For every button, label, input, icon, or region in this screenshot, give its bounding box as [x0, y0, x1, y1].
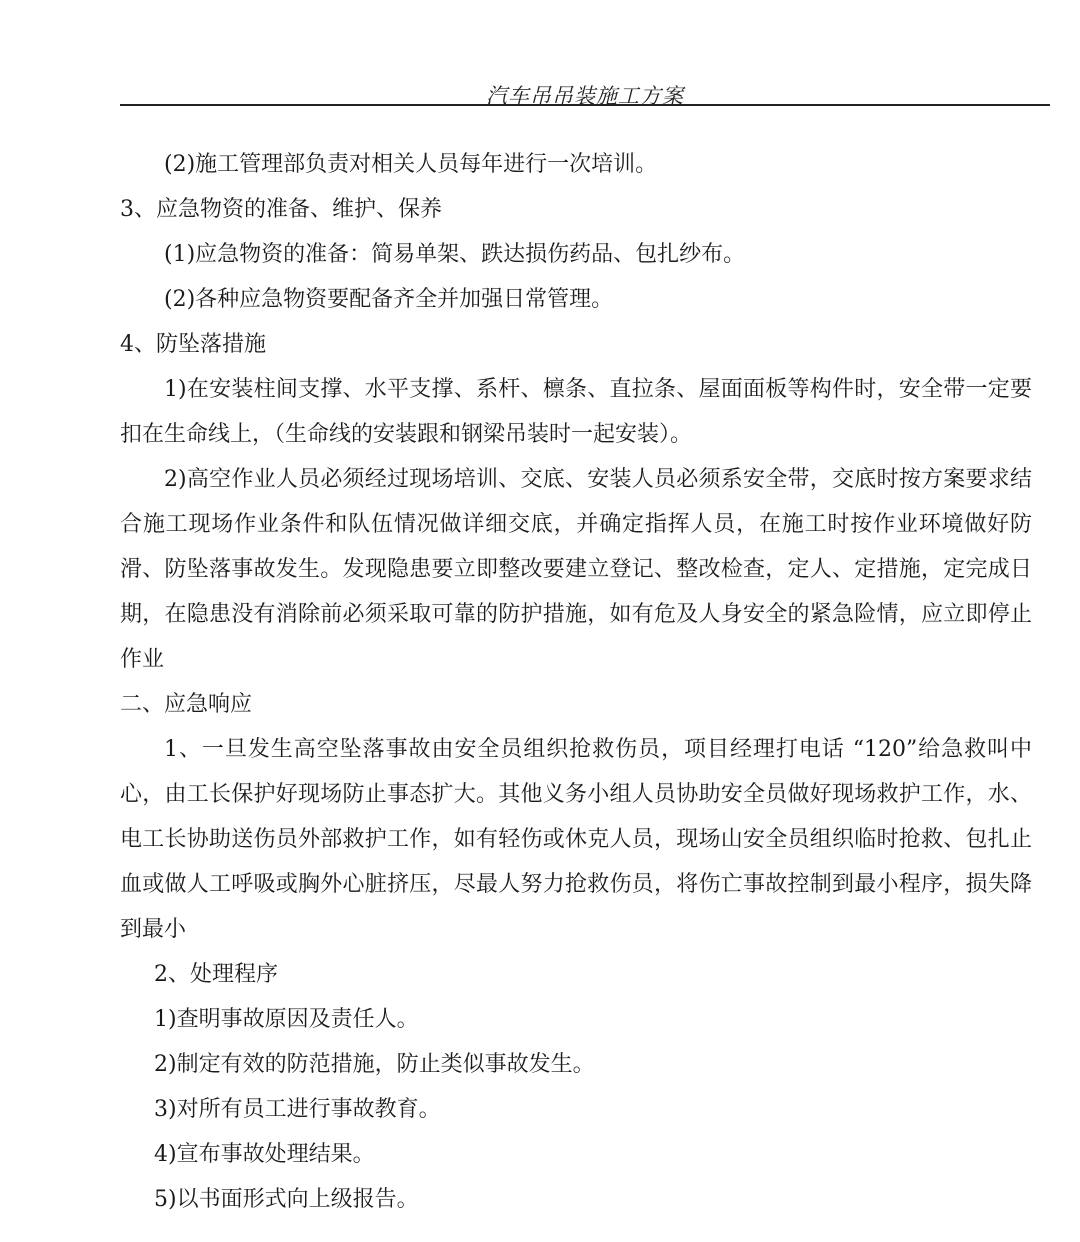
text-line: (1)应急物资的准备：简易单架、跌达损伤药品、包扎纱布。 — [164, 242, 746, 267]
list-item: 4)宣布事故处理结果。 — [154, 1142, 375, 1167]
paragraph: 2)高空作业人员必须经过现场培训、交底、安装人员必须系安全带，交底时按方案要求结合施工现场作业条件和队伍情况做详细交底，并确定指挥人员，在施工时按作业环境做好防滑、防坠落事故发生。发现隐患要立即整改要建立登记、整改检查，定人、定措施，定完成日期，在隐患没有消除前必须采取可靠的防护措施，如有危及人身安全的紧急险情，应立即停止作业 — [120, 467, 1032, 672]
page-header-title: 汽车吊吊装施工方案 — [486, 84, 684, 108]
list-item: 3)对所有员工进行事故教育。 — [154, 1097, 441, 1122]
paragraph: 1、一旦发生高空坠落事故由安全员组织抢救伤员，项目经理打电话 “120”给急救叫中心，由工长保护好现场防止事态扩大。其他义务小组人员协助安全员做好现场救护工作，水、电工长协助送伤员外部救护工作，如有轻伤或休克人员，现场山安全员组织临时抢救、包扎止血或做人工呼吸或胸外心脏挤压，尽最人努力抢救伤员，将伤亡事故控制到最小程序，损失降到最小 — [120, 737, 1032, 942]
section-heading: 3、应急物资的准备、维护、保养 — [120, 197, 442, 222]
text-line: (2)各种应急物资要配备齐全并加强日常管理。 — [164, 287, 614, 312]
list-item: 2)制定有效的防范措施，防止类似事故发生。 — [154, 1052, 595, 1077]
list-item: 1)查明事故原因及责任人。 — [154, 1007, 419, 1032]
section-heading: 二、应急响应 — [120, 692, 253, 717]
text-line: (2)施工管理部负责对相关人员每年进行一次培训。 — [164, 152, 658, 177]
paragraph: 1)在安装柱间支撑、水平支撑、系杆、檩条、直拉条、屋面面板等构件时，安全带一定要扣在生命线上，（生命线的安装跟和钢梁吊装时一起安装）。 — [120, 377, 1032, 447]
list-item: 5)以书面形式向上级报告。 — [154, 1187, 419, 1212]
document-body — [120, 142, 1032, 1222]
header-divider — [120, 104, 1050, 106]
section-heading: 4、防坠落措施 — [120, 332, 266, 357]
sub-heading: 2、处理程序 — [154, 962, 278, 987]
